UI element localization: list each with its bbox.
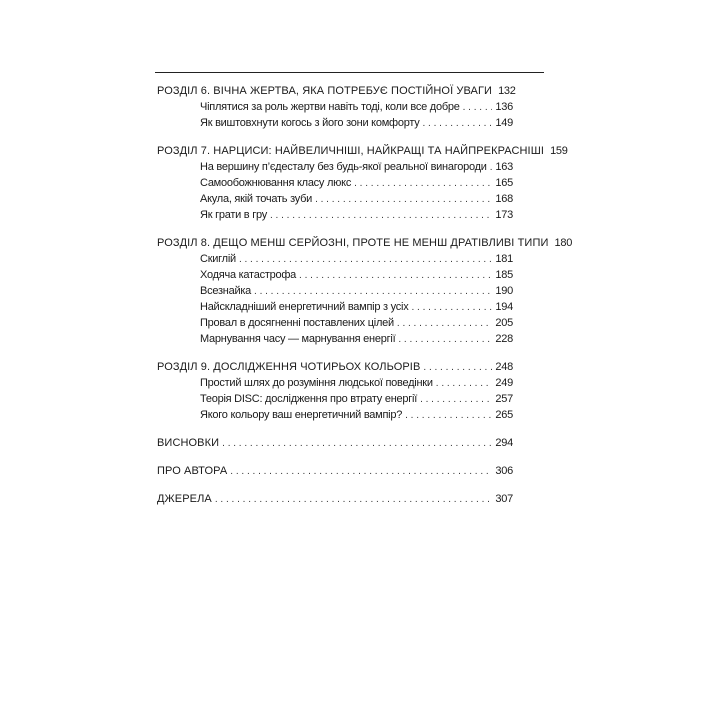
toc-chapter-title: РОЗДІЛ 6. ВІЧНА ЖЕРТВА, ЯКА ПОТРЕБУЄ ПОСТІЙНОЇ УВАГИ	[157, 85, 493, 97]
toc-entry-title: Самообожнювання класу люкс	[200, 177, 352, 189]
toc-page-number: 257	[495, 393, 513, 405]
leader-dots	[239, 252, 492, 268]
toc-entry-title: На вершину п’єдесталу без будь-якої реальної винагороди	[200, 161, 487, 173]
toc-page-number: 168	[495, 193, 513, 205]
toc-entry-title: Чіплятися за роль жертви навіть тоді, коли все добре	[200, 101, 460, 113]
leader-dots	[423, 116, 493, 132]
leader-dots	[420, 392, 492, 408]
leader-dots	[254, 284, 492, 300]
toc-entry-title: Ходяча катастрофа	[200, 269, 297, 281]
toc-entry[interactable]	[157, 251, 513, 267]
toc-entry[interactable]	[157, 375, 513, 391]
toc-chapter-title: ДЖЕРЕЛА	[157, 493, 212, 505]
toc-page-number: 294	[495, 437, 513, 449]
toc-page-number: 173	[495, 209, 513, 221]
toc-entry-title: Простий шлях до розуміння людської поведінки	[200, 377, 433, 389]
toc-page-number: 265	[495, 409, 513, 421]
toc-page-number: 205	[495, 317, 513, 329]
leader-dots	[270, 208, 492, 224]
toc-chapter[interactable]	[157, 235, 573, 251]
toc-page-number: 194	[495, 301, 513, 313]
toc-page-number: 248	[495, 361, 513, 373]
leader-dots	[222, 436, 492, 452]
toc-entry[interactable]	[157, 175, 513, 191]
toc-page-number: 185	[495, 269, 513, 281]
toc-entry[interactable]	[157, 391, 513, 407]
toc-entry-title: Провал в досягненні поставлених цілей	[200, 317, 394, 329]
toc-entry-title: Скиглій	[200, 253, 236, 265]
toc-entry-title: Акула, якій точать зуби	[200, 193, 313, 205]
toc-page-number: 136	[495, 101, 513, 113]
toc-page-number: 163	[495, 161, 513, 173]
leader-dots	[397, 316, 493, 332]
toc-page-number: 149	[495, 117, 513, 129]
section-gap	[157, 347, 513, 359]
leader-dots	[398, 332, 492, 348]
toc-entry-title: Марнування часу — марнування енергії	[200, 333, 396, 345]
toc-chapter[interactable]	[157, 143, 568, 159]
toc-chapter-title: РОЗДІЛ 7. НАРЦИСИ: НАЙВЕЛИЧНІШІ, НАЙКРАЩІ ТА НАЙПРЕКРАСНІШІ	[157, 145, 545, 157]
leader-dots	[230, 464, 492, 480]
toc-chapter-title: ПРО АВТОРА	[157, 465, 228, 477]
section-gap	[157, 451, 513, 463]
toc-entry[interactable]	[157, 299, 513, 315]
toc-page-number: 180	[554, 237, 573, 249]
toc-chapter-title: РОЗДІЛ 8. ДЕЩО МЕНШ СЕРЙОЗНІ, ПРОТЕ НЕ МЕНШ ДРАТІВЛИВІ ТИПИ	[157, 237, 549, 249]
top-rule	[155, 72, 544, 73]
toc-page-number: 228	[495, 333, 513, 345]
toc-page-number: 165	[495, 177, 513, 189]
toc-chapter[interactable]	[157, 463, 513, 479]
toc-entry[interactable]	[157, 99, 513, 115]
toc-page-number: 307	[495, 493, 513, 505]
toc-entry[interactable]	[157, 191, 513, 207]
toc-entry-title: Всезнайка	[200, 285, 252, 297]
toc-page-number: 159	[550, 145, 568, 157]
table-of-contents	[157, 83, 573, 507]
toc-entry[interactable]	[157, 315, 513, 331]
toc-chapter[interactable]	[157, 435, 513, 451]
toc-entry-title: Якого кольору ваш енергетичний вампір?	[200, 409, 403, 421]
toc-entry-title: Як грати в гру	[200, 209, 267, 221]
toc-entry-title: Як виштовхнути когось з його зони комфорту	[200, 117, 420, 129]
toc-entry[interactable]	[157, 283, 513, 299]
leader-dots	[423, 360, 492, 376]
leader-dots	[299, 268, 492, 284]
leader-dots	[215, 492, 493, 508]
toc-entry[interactable]	[157, 207, 513, 223]
toc-chapter[interactable]	[157, 491, 513, 507]
toc-page-number: 306	[495, 465, 513, 477]
section-gap	[157, 223, 513, 235]
toc-entry[interactable]	[157, 267, 513, 283]
toc-page-number: 190	[495, 285, 513, 297]
toc-page-number: 249	[495, 377, 513, 389]
leader-dots	[463, 100, 493, 116]
toc-entry-title: Найскладніший енергетичний вампір з усіх	[200, 301, 409, 313]
leader-dots	[436, 376, 493, 392]
toc-page-number: 132	[498, 85, 516, 97]
leader-dots	[411, 300, 492, 316]
toc-entry-title: Теорія DISC: дослідження про втрату енергії	[200, 393, 418, 405]
leader-dots	[490, 160, 493, 176]
toc-chapter[interactable]	[157, 359, 513, 375]
section-gap	[157, 479, 513, 491]
section-gap	[157, 131, 513, 143]
toc-entry[interactable]	[157, 115, 513, 131]
leader-dots	[405, 408, 492, 424]
toc-chapter[interactable]	[157, 83, 516, 99]
toc-page-number: 181	[495, 253, 513, 265]
toc-entry[interactable]	[157, 331, 513, 347]
toc-chapter-title: ВИСНОВКИ	[157, 437, 220, 449]
toc-entry[interactable]	[157, 407, 513, 423]
leader-dots	[315, 192, 492, 208]
toc-chapter-title: РОЗДІЛ 9. ДОСЛІДЖЕННЯ ЧОТИРЬОХ КОЛЬОРІВ	[157, 361, 421, 373]
section-gap	[157, 423, 513, 435]
leader-dots	[354, 176, 492, 192]
toc-entry[interactable]	[157, 159, 513, 175]
